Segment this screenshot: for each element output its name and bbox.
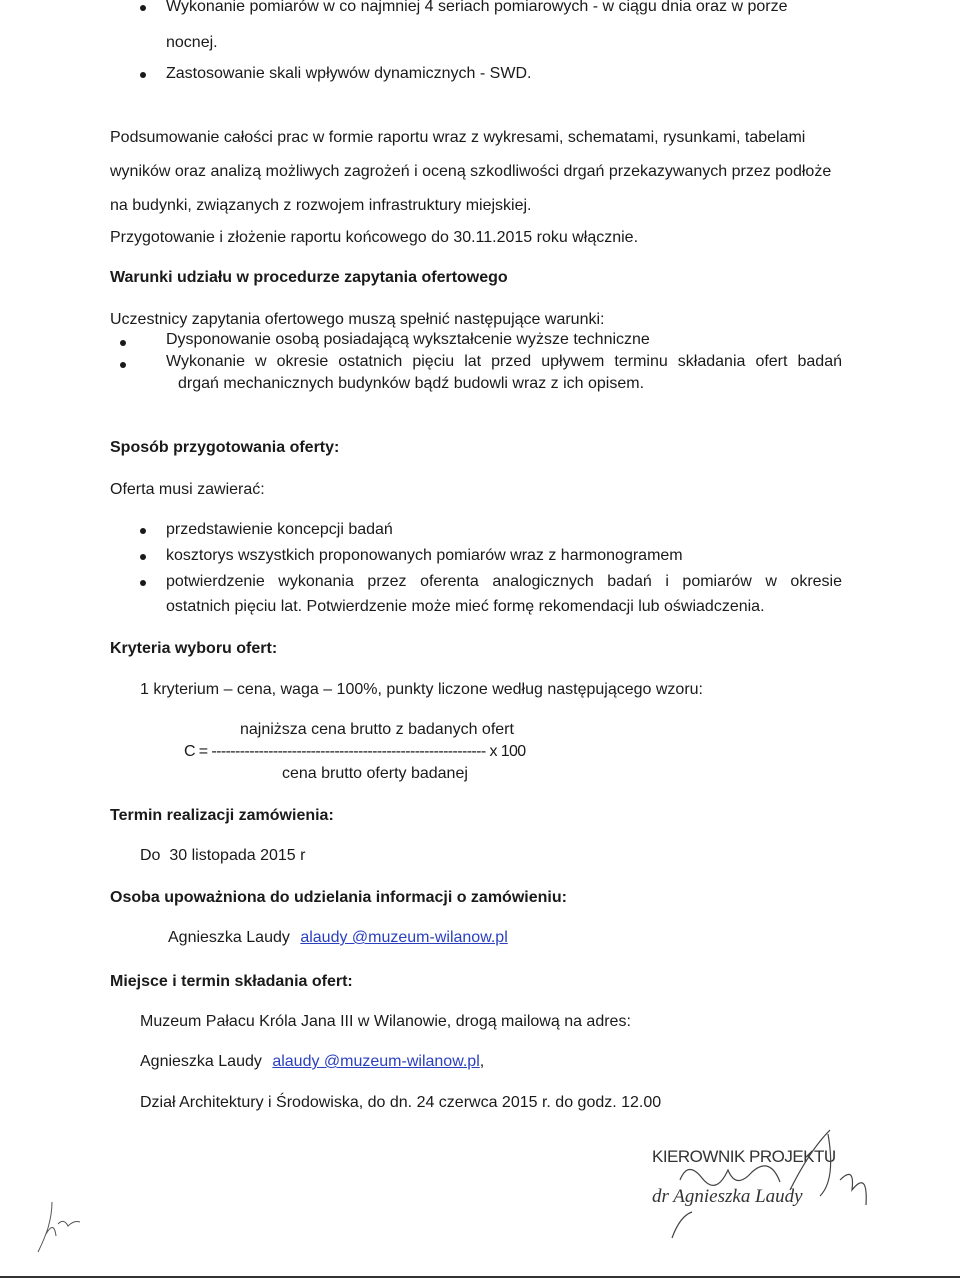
bullet-dot (120, 340, 126, 346)
bullet-text: Wykonanie pomiarów w co najmniej 4 seriach pomiarowych - w ciągu dnia oraz w porze (166, 0, 788, 15)
bullet-dot (140, 5, 146, 11)
preparation-intro: Oferta musi zawierać: (110, 481, 265, 498)
submission-email-suffix: , (479, 1053, 485, 1070)
contact-line (168, 928, 508, 948)
bullet-dot (140, 528, 146, 534)
page-bottom-rule (0, 1276, 960, 1278)
submission-contact-line (140, 1052, 484, 1072)
summary-deadline: Przygotowanie i złożenie raportu końcowego do 30.11.2015 roku włącznie. (110, 229, 639, 246)
condition-item-continuation: drgań mechanicznych budynków bądź budowli wraz z ich opisem. (178, 375, 645, 392)
criteria-description: 1 kryterium – cena, waga – 100%, punkty liczone według następującego wzoru: (140, 681, 703, 698)
conditions-intro: Uczestnicy zapytania ofertowego muszą spełnić następujące warunki: (110, 311, 605, 328)
section-heading-conditions: Warunki udziału w procedurze zapytania ofertowego (110, 269, 508, 286)
signature-stamp-graphic (640, 1120, 880, 1240)
bullet-text-continuation: nocnej. (166, 34, 218, 51)
contact-email-link[interactable]: alaudy @muzeum-wilanow.pl (300, 929, 508, 946)
formula-numerator: najniższa cena brutto z badanych ofert (240, 721, 514, 738)
submission-place: Muzeum Pałacu Króla Jana III w Wilanowie, drogą mailową na adres: (140, 1013, 631, 1030)
bullet-dot (140, 72, 146, 78)
submission-name: Agnieszka Laudy (140, 1053, 262, 1070)
preparation-item: kosztorys wszystkich proponowanych pomiarów wraz z harmonogramem (166, 547, 683, 564)
initials-mark (28, 1190, 98, 1260)
section-heading-submission: Miejsce i termin składania ofert: (110, 973, 353, 990)
formula-line: C = ---------------------------------------------------------- x 100 (184, 743, 526, 760)
preparation-item: potwierdzenie wykonania przez oferenta analogicznych badań i pomiarów w okresie (166, 573, 842, 590)
contact-name: Agnieszka Laudy (168, 929, 290, 946)
preparation-item-continuation: ostatnich pięciu lat. Potwierdzenie może mieć formę rekomendacji lub oświadczenia. (166, 598, 765, 615)
submission-email-link[interactable]: alaudy @muzeum-wilanow.pl (272, 1053, 480, 1070)
section-heading-contact: Osoba upoważniona do udzielania informacji o zamówieniu: (110, 889, 567, 906)
submission-deadline: Dział Architektury i Środowiska, do dn. 24 czerwca 2015 r. do godz. 12.00 (140, 1094, 662, 1111)
stamp-name: dr Agnieszka Laudy (652, 1186, 803, 1207)
summary-line: wyników oraz analizą możliwych zagrożeń i oceną szkodliwości drgań przekazywanych przez podłoże (110, 163, 832, 180)
bullet-dot (140, 580, 146, 586)
condition-item: Wykonanie w okresie ostatnich pięciu lat przed upływem terminu składania ofert badań (166, 353, 842, 370)
bullet-dot (120, 362, 126, 368)
preparation-item: przedstawienie koncepcji badań (166, 521, 393, 538)
summary-line: na budynki, związanych z rozwojem infrastruktury miejskiej. (110, 197, 532, 214)
section-heading-criteria: Kryteria wyboru ofert: (110, 640, 278, 657)
section-heading-term: Termin realizacji zamówienia: (110, 807, 334, 824)
bullet-dot (140, 554, 146, 560)
signature-stamp (640, 1120, 880, 1240)
summary-line: Podsumowanie całości prac w formie raportu wraz z wykresami, schematami, rysunkami, tabelami (110, 129, 806, 146)
section-heading-preparation: Sposób przygotowania oferty: (110, 439, 340, 456)
bullet-text: Zastosowanie skali wpływów dynamicznych - SWD. (166, 65, 532, 82)
initials-mark-graphic (28, 1190, 98, 1260)
condition-item: Dysponowanie osobą posiadającą wykształcenie wyższe techniczne (166, 331, 650, 348)
formula-denominator: cena brutto oferty badanej (282, 765, 468, 782)
term-value: Do 30 listopada 2015 r (140, 847, 306, 864)
stamp-title: KIEROWNIK PROJEKTU (652, 1147, 836, 1166)
